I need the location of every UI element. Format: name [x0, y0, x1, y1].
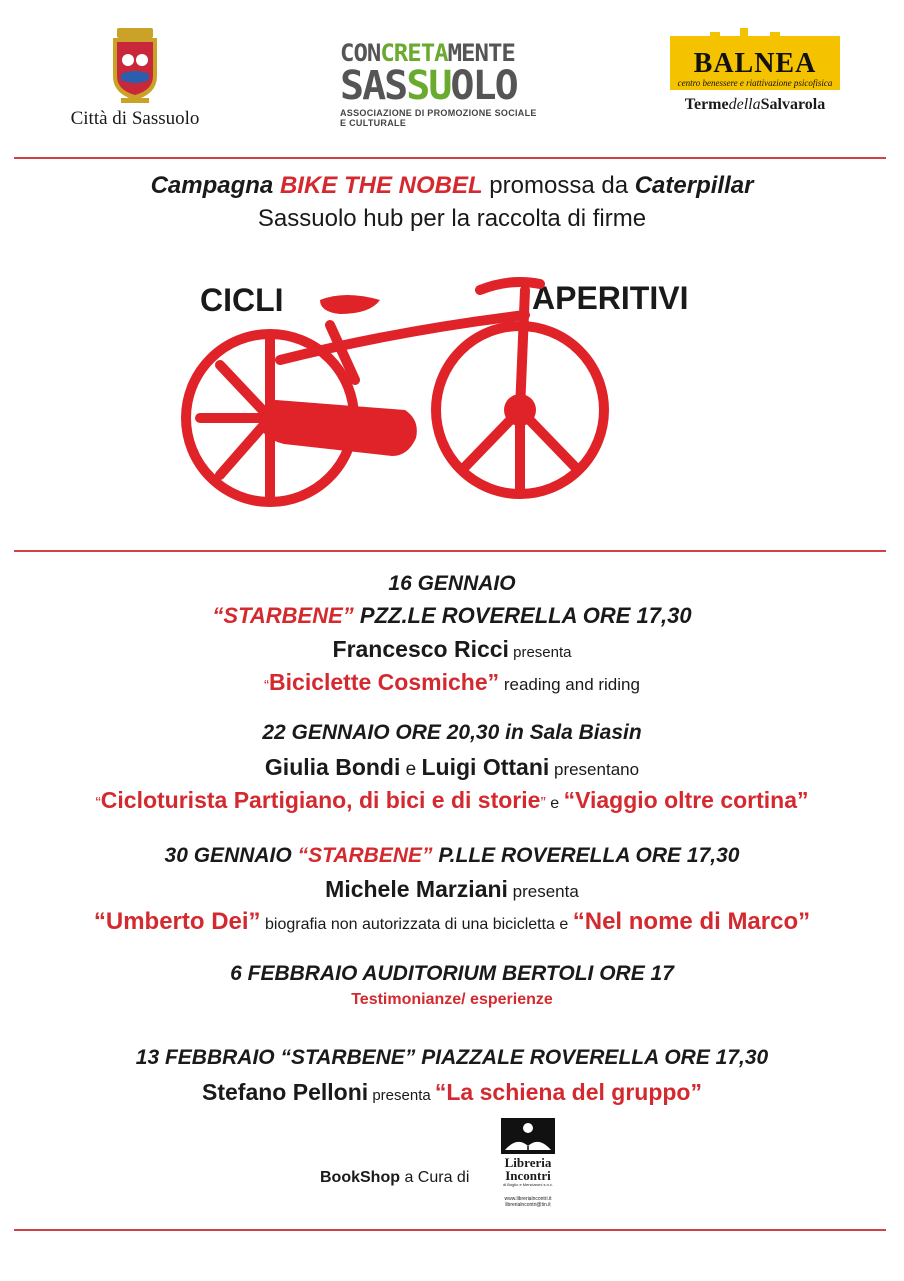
divider-middle	[14, 550, 886, 552]
citta-label: Città di Sassuolo	[70, 108, 200, 129]
event5-date: 13 FEBBRAIO “STARBENE” PIAZZALE ROVERELLA ORE 17,30	[135, 1046, 769, 1069]
balnea-logo	[670, 36, 840, 114]
concretamente-sassuolo-logo	[340, 40, 545, 128]
campaign-subline: Sassuolo hub per la raccolta di firme	[257, 205, 647, 232]
event1-place: “STARBENE” PZZ.LE ROVERELLA ORE 17,30	[212, 603, 692, 628]
event1-speaker-line: Francesco Ricci presenta	[332, 636, 572, 662]
divider-top	[14, 157, 886, 159]
event1-date: 16 GENNAIO	[388, 572, 516, 595]
event2-speaker-line: Giulia Bondi e Luigi Ottani presentano	[264, 754, 640, 780]
bookshop-line: BookShop a Cura di	[320, 1169, 470, 1186]
building-silhouette-icon	[690, 28, 820, 42]
campaign-line: Campagna BIKE THE NOBEL promossa da Caterpillar	[150, 172, 754, 199]
event3-date: 30 GENNAIO “STARBENE” P.LLE ROVERELLA ORE 17,30	[164, 844, 740, 867]
coat-of-arms-icon	[107, 28, 163, 104]
event2-date: 22 GENNAIO ORE 20,30 in Sala Biasin	[262, 721, 642, 744]
divider-bottom	[14, 1229, 886, 1231]
citta-di-sassuolo-logo	[50, 28, 220, 130]
poster-left-word: CICLI	[200, 282, 284, 318]
event5-speaker-line: Stefano Pelloni presenta “La schiena del gruppo”	[202, 1079, 702, 1105]
conc-line2: SASSUOLO	[340, 63, 517, 109]
balnea-box: BALNEA centro benessere e riattivazione psicofisica	[670, 36, 840, 90]
event1-title-line: “Biciclette Cosmiche” reading and riding	[264, 669, 640, 695]
event2-title-line: “Cicloturista Partigiano, di bici e di storie” e “Viaggio oltre cortina”	[95, 787, 809, 813]
poster-right-word: APERITIVI	[532, 280, 689, 316]
open-book-icon	[501, 1118, 555, 1154]
conc-line1: CONCRETAMENTE	[340, 39, 515, 67]
balnea-terme: TermedellaSalvarola	[684, 96, 826, 113]
bicycle-illustration	[180, 270, 620, 510]
event4-date: 6 FEBBRAIO AUDITORIUM BERTOLI ORE 17	[230, 962, 674, 985]
event4-sub: Testimonianze/ esperienze	[351, 991, 553, 1008]
event3-title-line: “Umberto Dei” biografia non autorizzata di una bicicletta e “Nel nome di Marco”	[93, 908, 811, 935]
conc-tagline: ASSOCIAZIONE DI PROMOZIONE SOCIALE E CULTURALE	[340, 108, 537, 128]
libreria-incontri-logo: Libreria Incontri di Boglio e Menciaroni s.n.c. www.librerialncontri.it librerialncontri@tin.it	[496, 1118, 560, 1208]
event3-speaker-line: Michele Marziani presenta	[325, 876, 579, 902]
